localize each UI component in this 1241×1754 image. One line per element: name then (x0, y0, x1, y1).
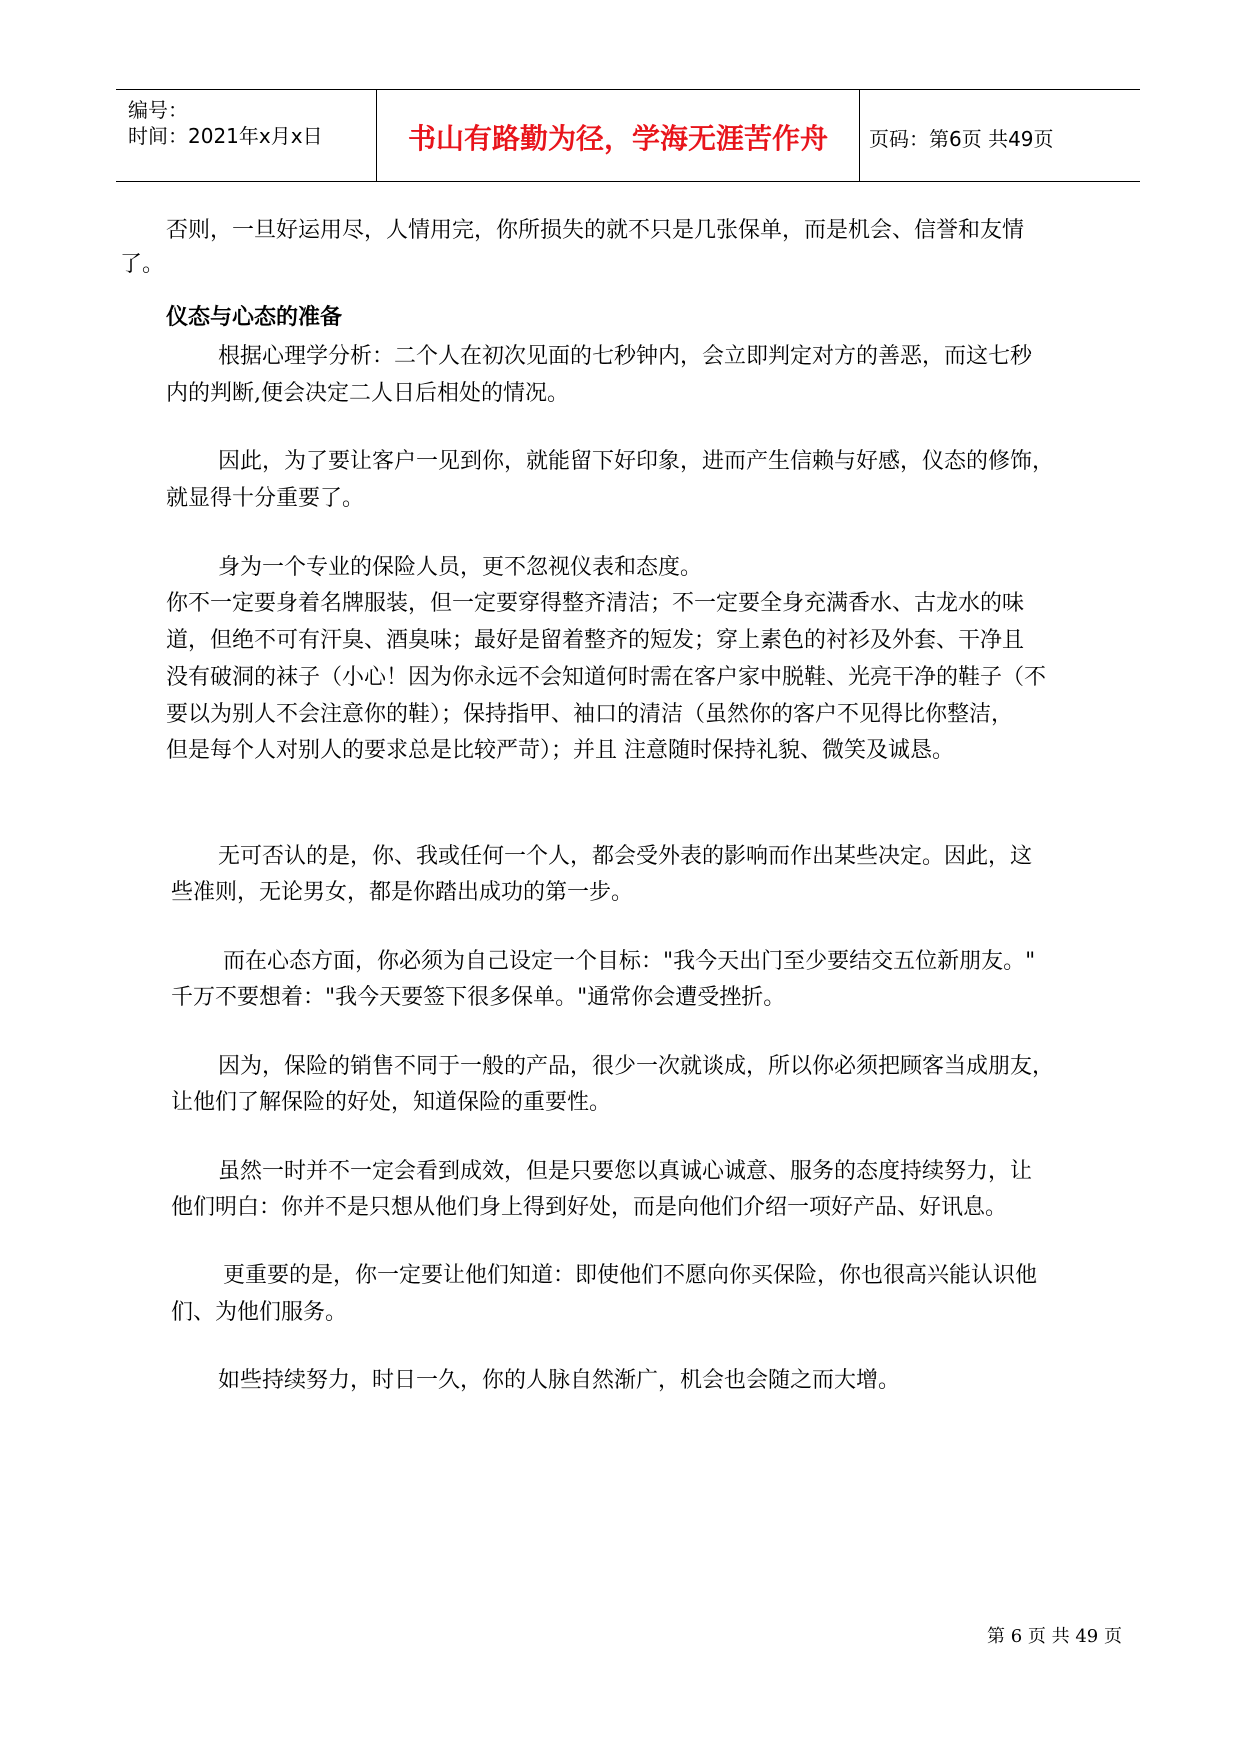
page-header (116, 89, 1140, 182)
page-footer: 第 6 页 共 49 页 (987, 1626, 1122, 1647)
paragraph-line: 千万不要想着："我今天要签下很多保单。"通常你会遭受挫折。 (171, 985, 786, 1010)
paragraph-line: 没有破洞的袜子（小心！因为你永远不会知道何时需在客户家中脱鞋、光亮干净的鞋子（不 (166, 665, 1047, 690)
document-time-label: 时间：2021年x月x日 (128, 124, 323, 148)
document-number-label: 编号： (128, 98, 188, 122)
paragraph-line: 如些持续努力，时日一久，你的人脉自然渐广，机会也会随之而大增。 (218, 1368, 901, 1393)
section-heading: 仪态与心态的准备 (166, 305, 343, 330)
header-meta-cell (116, 90, 376, 181)
paragraph-line: 他们明白：你并不是只想从他们身上得到好处，而是向他们介绍一项好产品、好讯息。 (171, 1195, 1008, 1220)
paragraph-line: 了。 (120, 252, 165, 277)
header-motto-cell (376, 90, 860, 181)
paragraph-line: 内的判断,便会决定二人日后相处的情况。 (166, 381, 569, 406)
paragraph-line: 否则，一旦好运用尽，人情用完，你所损失的就不只是几张保单，而是机会、信誉和友情 (166, 218, 1025, 243)
paragraph-line: 你不一定要身着名牌服装，但一定要穿得整齐清洁；不一定要全身充满香水、古龙水的味 (166, 591, 1025, 616)
paragraph-line: 但是每个人对别人的要求总是比较严苛）；并且 注意随时保持礼貌、微笑及诚恳。 (166, 738, 954, 763)
paragraph-line: 道，但绝不可有汗臭、酒臭味；最好是留着整齐的短发；穿上素色的衬衫及外套、干净且 (166, 628, 1025, 653)
header-page-number: 页码：第6页 共49页 (869, 127, 1054, 151)
paragraph-line: 让他们了解保险的好处，知道保险的重要性。 (171, 1090, 612, 1115)
paragraph-line: 身为一个专业的保险人员，更不忽视仪表和态度。 (218, 555, 703, 580)
paragraph-line: 根据心理学分析：二个人在初次见面的七秒钟内，会立即判定对方的善恶，而这七秒 (218, 344, 1033, 369)
paragraph-line: 因此，为了要让客户一见到你，就能留下好印象，进而产生信赖与好感，仪态的修饰， (218, 449, 1055, 474)
paragraph-line: 们、为他们服务。 (171, 1300, 348, 1325)
paragraph-line: 更重要的是，你一定要让他们知道：即使他们不愿向你买保险，你也很高兴能认识他 (223, 1263, 1038, 1288)
paragraph-line: 而在心态方面，你必须为自己设定一个目标："我今天出门至少要结交五位新朋友。" (223, 949, 1036, 974)
paragraph-line: 就显得十分重要了。 (166, 486, 365, 511)
header-page-cell (859, 90, 1140, 181)
paragraph-line: 因为，保险的销售不同于一般的产品，很少一次就谈成，所以你必须把顾客当成朋友， (218, 1054, 1055, 1079)
paragraph-line: 要以为别人不会注意你的鞋）；保持指甲、袖口的清洁（虽然你的客户不见得比你整洁， (166, 702, 1014, 727)
paragraph-line: 无可否认的是，你、我或任何一个人，都会受外表的影响而作出某些决定。因此，这 (218, 844, 1033, 869)
paragraph-line: 虽然一时并不一定会看到成效，但是只要您以真诚心诚意、服务的态度持续努力，让 (218, 1159, 1033, 1184)
paragraph-line: 些准则，无论男女，都是你踏出成功的第一步。 (171, 880, 634, 905)
header-motto: 书山有路勤为径，学海无涯苦作舟 (407, 122, 828, 155)
